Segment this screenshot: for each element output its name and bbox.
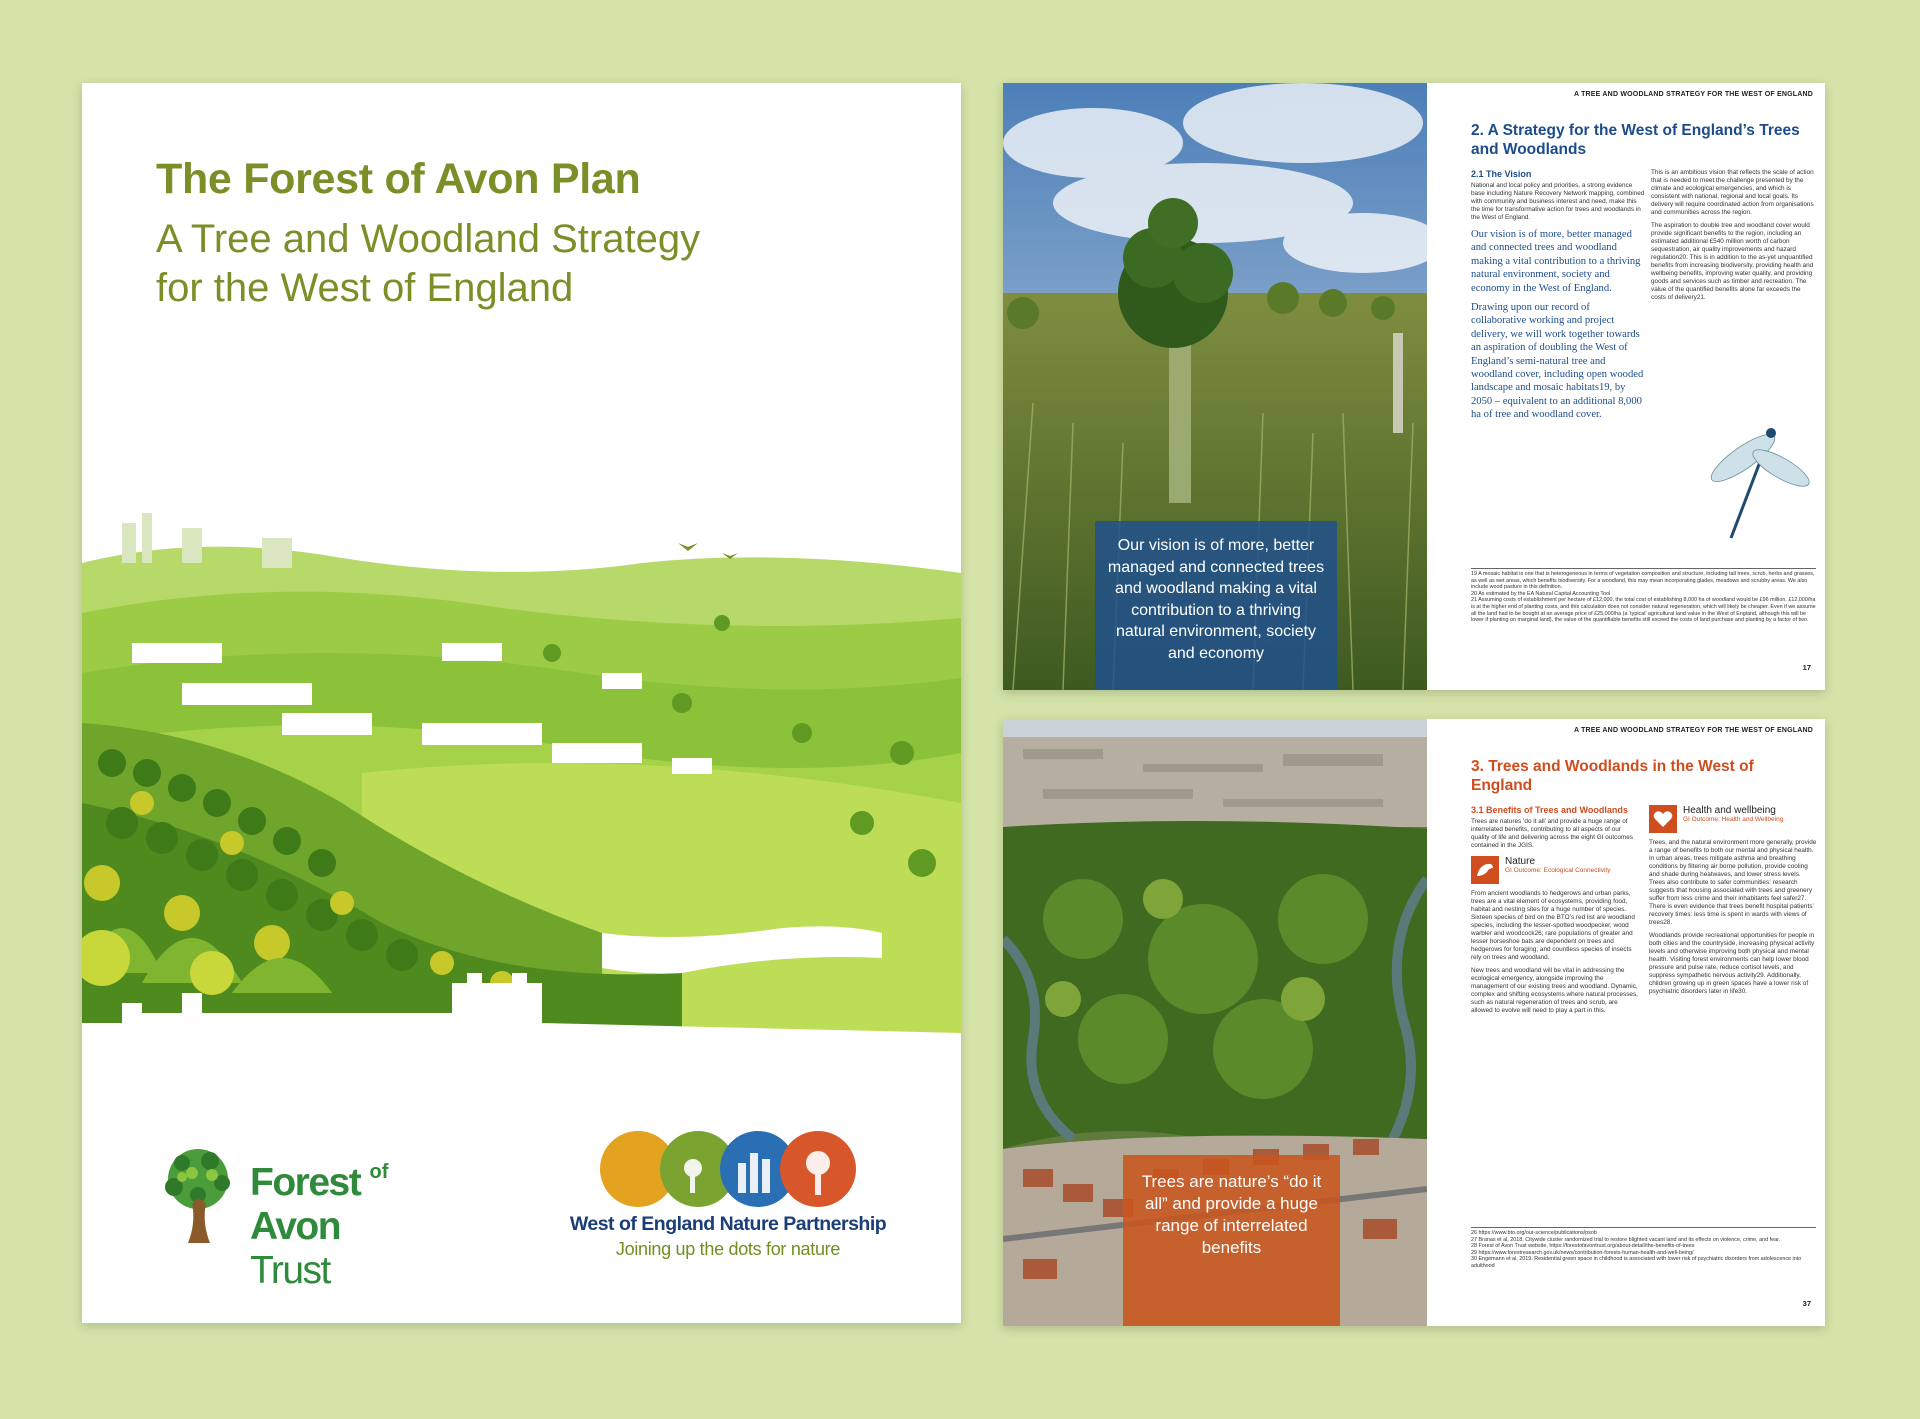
body-paragraph: Woodlands provide recreational opportunities for people in both cities and the countryside, increasing physical activity levels and otherwise improving both physical and mental health. Visiting forest environments can help lower blood pressure and pulse rate, reduce cortisol levels, and suppress sympathetic nervous activity29. Additionally, children growing up in green spaces have a lower risk of psychiatric disorders later in life30.: [1649, 932, 1815, 995]
spread-benefits: [1003, 719, 1825, 1326]
footnote: 30 Engemann et al, 2019. Residential green space in childhood is associated with lower risk of psychiatric disorders from adolescence into adulthood: [1471, 1256, 1802, 1269]
forest-of-avon-trust-logo: [152, 1143, 412, 1292]
running-head: A TREE AND WOODLAND STRATEGY FOR THE WEST OF ENGLAND: [1573, 91, 1813, 98]
spread-vision: [1003, 83, 1825, 690]
health-title: Health and wellbeing: [1683, 805, 1776, 816]
body-paragraph: This is an ambitious vision that reflects the scale of action that is needed to meet the challenge presented by the climate and ecological emergencies, and which is consistent with national, regional and local goals. Its delivery will require coordinated action from organisations and communities across the region.: [1651, 169, 1814, 216]
vision-callout: Our vision is of more, better managed and connected trees and woodland making a vital contribution to a thriving natural environment, society and economy: [1095, 521, 1337, 690]
logo-avon-word: Avon: [250, 1205, 341, 1248]
pull-quote: Our vision is of more, better managed and connected trees and woodland making a vital contribution to a thriving natural environment, society and economy in the West of England.: [1471, 229, 1641, 294]
nature-gi-outcome: GI Outcome: Ecological Connectivity: [1505, 867, 1611, 874]
left-column: [1471, 169, 1646, 428]
cover-subtitle: A Tree and Woodland Strategy for the West of England: [156, 217, 701, 310]
four-circles-logo-icon: [568, 1123, 888, 1213]
landscape-illustration: [82, 503, 961, 1073]
footnote: 26 https://www.bto.org/our-science/publications/psob: [1471, 1230, 1597, 1236]
right-column: [1651, 169, 1816, 307]
nature-outcome: [1471, 856, 1639, 884]
subheading: 3.1 Benefits of Trees and Woodlands: [1471, 805, 1628, 815]
page-37: [1427, 719, 1825, 1326]
running-head: A TREE AND WOODLAND STRATEGY FOR THE WEST OF ENGLAND: [1573, 727, 1813, 734]
logo-of-word: of: [369, 1161, 389, 1183]
page-number: 37: [1802, 1299, 1811, 1308]
page-number: 17: [1802, 663, 1811, 672]
body-paragraph: New trees and woodland will be vital in addressing the ecological emergency, alongside improving the management of our existing trees and woodland. Dynamic, complex and shifting ecosystems where natural processes, such as natural regeneration of trees and scrub, are allowed to evolve will need to play a part in this.: [1471, 967, 1638, 1014]
right-column: [1649, 805, 1817, 1001]
benefits-callout: Trees are nature’s “do it all” and provide a huge range of interrelated benefits: [1123, 1155, 1340, 1326]
partnership-tagline: Joining up the dots for nature: [615, 1239, 841, 1259]
body-paragraph: From ancient woodlands to hedgerows and urban parks, trees are a vital element of ecosystems, providing food, habitat and nesting sites for a huge number of species. Sixteen species of bird on the BTO’s red list are woodland species, including the lesser-spotted woodpecker, wood warbler and woodcock26; rare populations of greater and lesser horseshoe bats are dependent on trees and hedgerows for foraging; and countless species of insects rely on trees and woodland.: [1471, 890, 1635, 961]
health-gi-outcome: GI Outcome: Health and Wellbeing: [1683, 816, 1784, 823]
footnote: 21 Assuming costs of establishment per hectare of £12,000, the total cost of establishing 8,000 ha of woodland would be £96 million. £12,000/ha is at the higher end of planting costs, and this calculation does not consider natural regeneration, which will likely be cheaper. Even if we assume all the land had to be bought at an average price of £25,000/ha (a ‘typical’ agricultural land value in the West of England, although this will be lower if planting on marginal land), the value of the quantifiable benefits still exceed the costs of land purchase and planting by a factor of two.: [1471, 597, 1816, 624]
body-paragraph: Trees are natures ‘do it all’ and provide a huge range of interrelated benefits, contributing to all aspects of our quality of life and delivering across the eight GI outcomes contained in the JGIS.: [1471, 818, 1633, 849]
cover-title: The Forest of Avon Plan: [156, 155, 641, 203]
footnote: 29 https://www.forestresearch.gov.uk/news/contribution-forests-human-health-and-well-being/: [1471, 1249, 1694, 1256]
footnotes: [1471, 1227, 1816, 1270]
health-outcome: [1649, 805, 1817, 833]
body-paragraph: The aspiration to double tree and woodland cover would provide significant benefits to the region, including an estimated additional £540 million worth of carbon sequestration, air quality improvements and hazard regulation20. This is in addition to the as-yet unquantified benefits from increasing biodiversity, providing health and wellbeing benefits, improving water quality, and providing goods and services such as timber and recreation. The value of the quantified benefits alone far exceeds the costs of delivery21.: [1651, 222, 1814, 301]
page-17: [1427, 83, 1825, 690]
footnote: 19 A mosaic habitat is one that is heterogeneous in terms of vegetation composition and structure, including tall trees, scrub, herbs and grasses, as well as wet areas, which benefits biodiversity. For a woodland, this may mean incorporating glades, meadows and scrubby areas. We also include wood pasture in this definition.: [1471, 571, 1815, 591]
left-column: [1471, 805, 1639, 1020]
footnotes: [1471, 568, 1816, 624]
health-icon: [1649, 805, 1677, 833]
dragonfly-icon: [1701, 413, 1811, 543]
section-heading: 3. Trees and Woodlands in the West of England: [1471, 758, 1754, 794]
partnership-name: West of England Nature Partnership: [569, 1213, 887, 1235]
nature-partnership-logo: [568, 1123, 888, 1273]
section-heading: 2. A Strategy for the West of England’s Trees and Woodlands: [1471, 122, 1800, 158]
nature-icon: [1471, 856, 1499, 884]
footnote: 28 Forest of Avon Trust website, https://forestofavontrust.org/about-detail/the-benefits-of-trees: [1471, 1243, 1695, 1250]
pull-quote: Drawing upon our record of collaborative working and project delivery, we will work together towards an aspiration of doubling the West of England’s semi-natural tree and woodland cover, including open wooded landscape and mosaic habitats19, by 2050 – equivalent to an additional 8,000 ha of tree and woodland cover.: [1471, 302, 1644, 421]
footnote: 27 Branas et al, 2018. Citywide cluster randomized trial to restore blighted vacant land and its effects on violence, crime, and fear.: [1471, 1236, 1781, 1243]
body-paragraph: National and local policy and priorities, a strong evidence base including Nature Recovery Network mapping, combined with community and business interest and need, make this the time for transformative action for trees and woodlands in the West of England.: [1471, 182, 1645, 221]
tree-logo-icon: [152, 1143, 244, 1253]
cover-page: [82, 83, 961, 1323]
subheading: 2.1 The Vision: [1471, 169, 1532, 179]
logo-trust-word: Trust: [250, 1249, 330, 1292]
footnote: 20 As estimated by the EA Natural Capital Accounting Tool: [1471, 590, 1611, 597]
nature-title: Nature: [1505, 856, 1536, 867]
body-paragraph: Trees, and the natural environment more generally, provide a range of benefits to both our mental and physical health. In urban areas, trees mitigate asthma and breathing conditions by filtering air borne pollution, provide cooling and shade during heatwaves, and lower stress levels. Trees also contribute to safer communities: research suggests that housing associated with trees and greenery suffer from less crime and their inhabitants feel safer27. There is even evidence that trees benefit hospital patients’ recovery times: less time is spent in wards with views of trees28.: [1649, 839, 1817, 926]
logo-forest-word: Forest: [250, 1161, 361, 1204]
